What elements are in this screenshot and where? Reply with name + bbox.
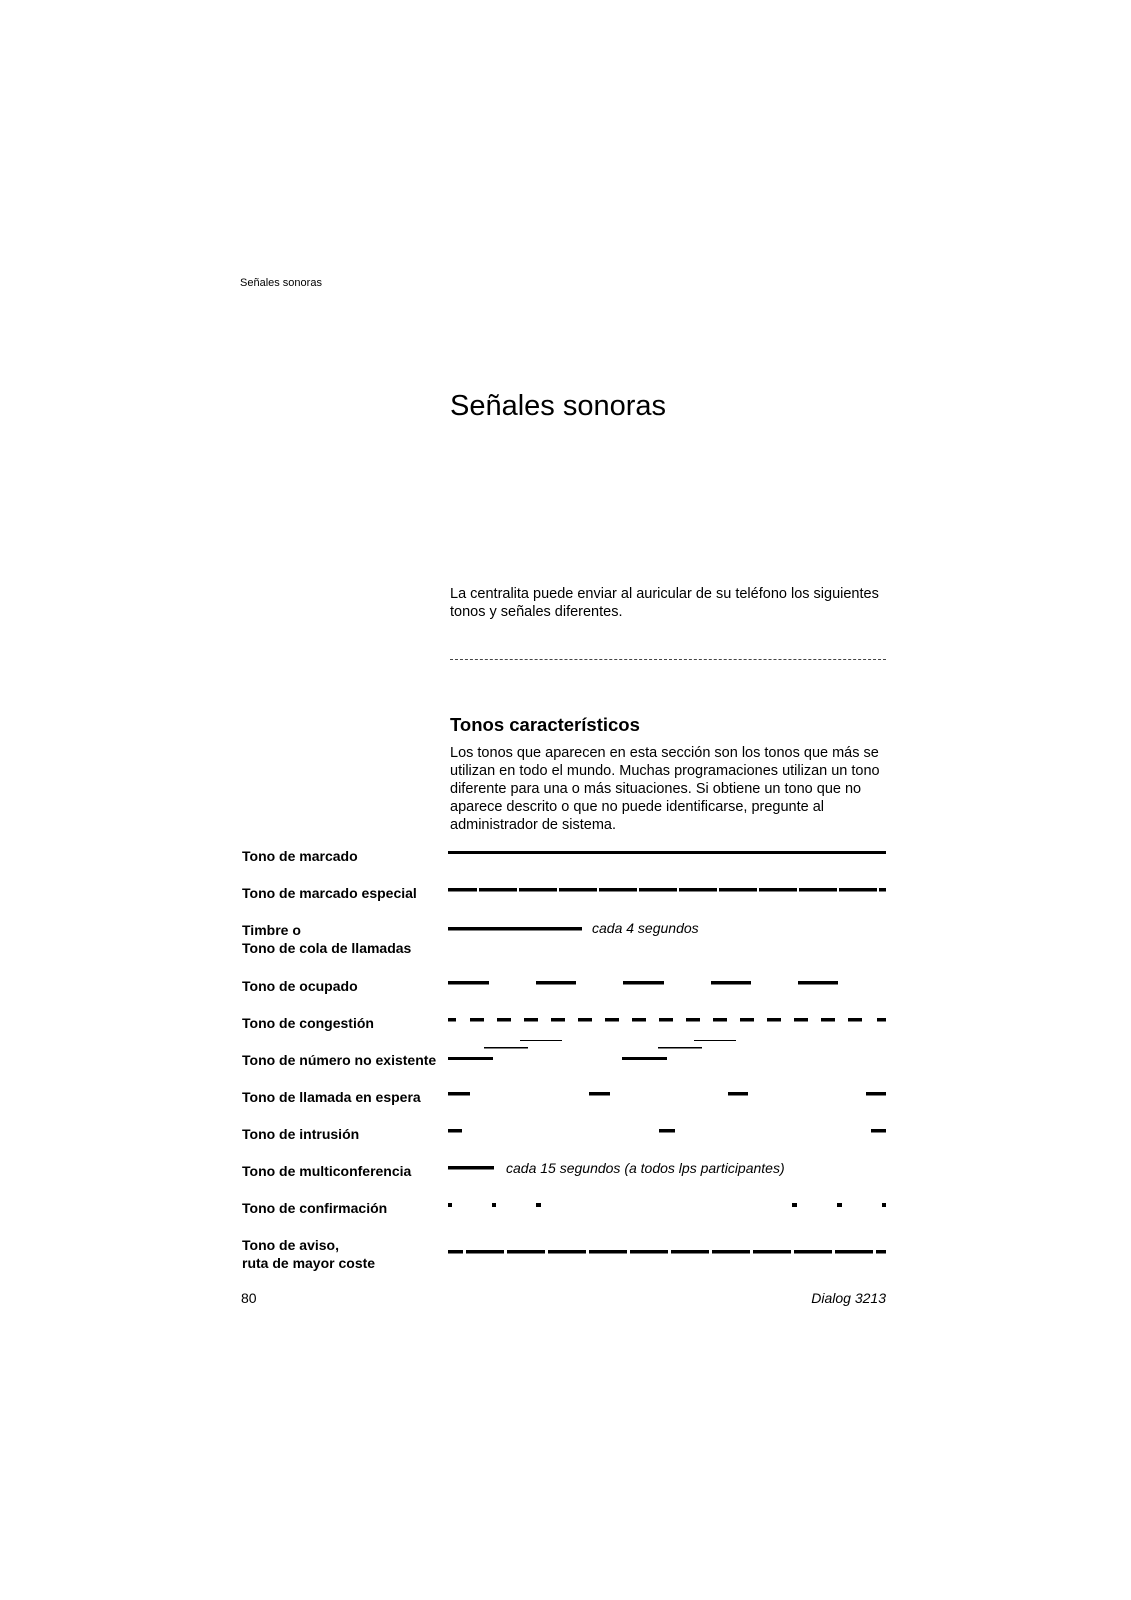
tone-pattern-llamada-en-espera: [448, 1092, 886, 1096]
product-name: Dialog 3213: [811, 1290, 886, 1306]
tone-pattern-multiconferencia: [448, 1166, 494, 1170]
tone-label-aviso: Tono de aviso, ruta de mayor coste: [242, 1237, 376, 1271]
tone-pattern-numero-no-existente: [448, 1040, 736, 1060]
tone-label-congestion: Tono de congestión: [242, 1015, 374, 1031]
tone-label-marcado: Tono de marcado: [242, 848, 358, 864]
section-body: Los tonos que aparecen en esta sección son los tonos que más se utilizan en todo el mundo. Muchas programaciones utilizan un tono diferente para una o más situaciones. Si obtiene un tono que no aparece descrito o que no puede identificarse, pregunte al administrador de sistema.: [450, 745, 880, 833]
tone-pattern-aviso: [448, 1250, 886, 1254]
tone-note-multiconferencia: cada 15 segundos (a todos lps participantes): [506, 1160, 785, 1176]
tone-pattern-intrusion: [448, 1129, 886, 1133]
intro-paragraph: La centralita puede enviar al auricular de su teléfono los siguientes tonos y señales diferentes.: [450, 586, 879, 620]
page-number: 80: [241, 1290, 257, 1306]
tone-label-intrusion: Tono de intrusión: [242, 1126, 360, 1142]
tone-pattern-confirmacion: [448, 1203, 886, 1207]
tone-note-timbre: cada 4 segundos: [592, 920, 699, 936]
tone-label-timbre: Timbre o Tono de cola de llamadas: [242, 922, 412, 956]
section-heading: Tonos característicos: [450, 714, 640, 735]
tone-label-numero-no-existente: Tono de número no existente: [242, 1052, 437, 1068]
tone-pattern-congestion: [448, 1018, 886, 1022]
running-header: Señales sonoras: [240, 277, 322, 289]
tone-label-llamada-en-espera: Tono de llamada en espera: [242, 1089, 421, 1105]
tone-pattern-ocupado: [448, 981, 838, 985]
tone-label-ocupado: Tono de ocupado: [242, 978, 358, 994]
tone-label-confirmacion: Tono de confirmación: [242, 1200, 388, 1216]
tone-pattern-timbre: [448, 927, 582, 931]
tone-pattern-marcado: [448, 851, 886, 854]
tone-pattern-marcado-especial: [448, 888, 886, 892]
page-title: Señales sonoras: [450, 390, 667, 422]
tone-label-multiconferencia: Tono de multiconferencia: [242, 1163, 412, 1179]
tone-label-marcado-especial: Tono de marcado especial: [242, 885, 417, 901]
